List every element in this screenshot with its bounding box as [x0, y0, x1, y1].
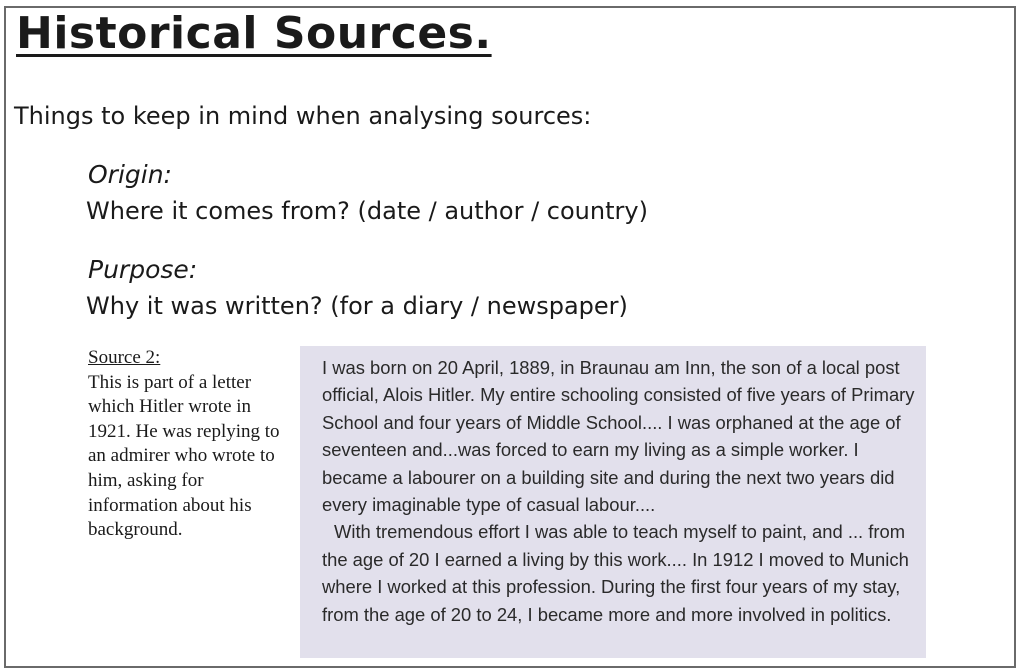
source-label: Source 2:	[88, 347, 161, 368]
purpose-heading: Purpose:	[88, 255, 198, 284]
source-caption	[88, 346, 294, 543]
origin-heading: Origin:	[88, 160, 172, 189]
source-quote-box	[300, 346, 926, 658]
page-subtitle: Things to keep in mind when analysing sources:	[14, 102, 592, 130]
page-title: Historical Sources.	[16, 8, 492, 59]
source-description: This is part of a letter which Hitler wrote in 1921. He was replying to an admirer who wrote to him, asking for information about his background.	[88, 371, 280, 541]
quote-paragraph-2: With tremendous effort I was able to teach myself to paint, and ... from the age of 20 I earned a living by this work.... In 1912 I moved to Munich where I worked at this profession. During the first four years of my stay, from the age of 20 to 24, I became more and more involved in politics.	[322, 521, 909, 625]
purpose-text: Why it was written? (for a diary / newspaper)	[86, 292, 628, 320]
quote-paragraph-1: I was born on 20 April, 1889, in Braunau am Inn, the son of a local post official, Alois Hitler. My entire schooling consisted of five years of Primary School and four years of Middle School.... I was orphaned at the age of seventeen and...was forced to earn my living as a simple worker. I became a labourer on a building site and during the next two years did every imaginable type of casual labour....	[322, 357, 915, 516]
origin-text: Where it comes from? (date / author / country)	[86, 197, 648, 225]
